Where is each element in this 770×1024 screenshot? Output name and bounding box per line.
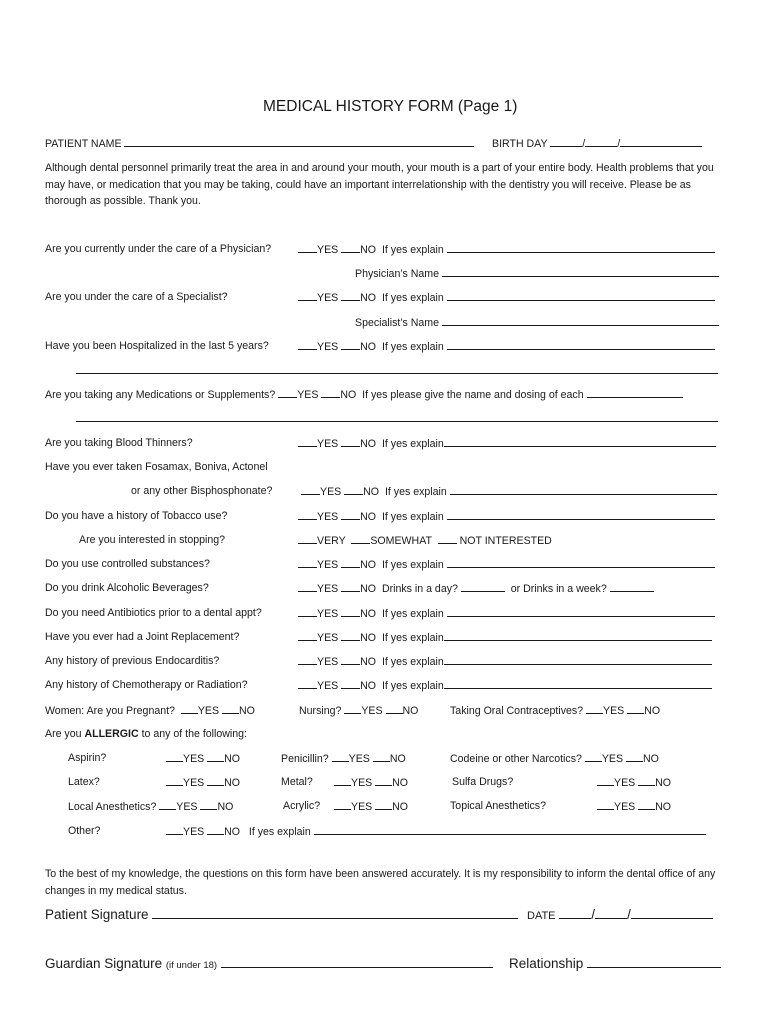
- label-text: If yes please give the name and dosing of each: [362, 389, 584, 401]
- question-pregnant: Women: Are you Pregnant?: [45, 705, 175, 717]
- answer-blank[interactable]: [76, 411, 718, 422]
- allergy-metal: Metal?: [281, 776, 313, 788]
- question-endocarditis: Any history of previous Endocarditis?: [45, 655, 220, 667]
- label-text: YES: [197, 705, 220, 717]
- birth-year-field[interactable]: [620, 136, 702, 147]
- answer-blank[interactable]: [341, 654, 360, 665]
- patient-signature-row: [45, 905, 518, 924]
- drinks-week-field[interactable]: [610, 581, 654, 592]
- label-text: If yes explain: [381, 559, 444, 571]
- label-text: Physician’s Name: [355, 268, 439, 280]
- question-bisphosphonate: or any other Bisphosphonate?: [131, 485, 273, 497]
- birth-month-field[interactable]: [550, 136, 582, 147]
- explain-field[interactable]: [447, 509, 715, 520]
- relationship-label: Relationship: [509, 956, 584, 971]
- answer-blank[interactable]: [638, 775, 655, 786]
- label-text: YES: [351, 777, 373, 789]
- answer-blank[interactable]: [200, 799, 217, 810]
- label-text: YES: [601, 753, 624, 765]
- label-text: NO: [360, 511, 377, 523]
- answer-aspirin: [166, 751, 240, 766]
- label-text: NO: [239, 705, 255, 717]
- date-day-field[interactable]: [595, 905, 627, 919]
- label-text: NO: [360, 341, 377, 353]
- allergy-sulfa: Sulfa Drugs?: [452, 776, 514, 788]
- explain-field[interactable]: [447, 242, 715, 253]
- label-text: /: [591, 907, 596, 922]
- label-text: YES: [317, 608, 339, 620]
- date-label: DATE: [527, 910, 556, 922]
- relationship-row: [509, 954, 721, 973]
- allergy-local-anesthetics-row: [68, 799, 233, 814]
- specialist-name-row: [355, 315, 719, 330]
- label-text: NO: [392, 801, 409, 813]
- intro-paragraph: Although dental personnel primarily treat the area in and around your mouth, your mouth is a part of your entire body. Health problems that you may have, or medication that you may be taking, could have an important interrelationship with the dentistry you will receive. Please be as thorough as possible. Thank you.: [45, 162, 714, 207]
- answer-endocarditis: [298, 654, 712, 669]
- label-text: YES: [317, 632, 339, 644]
- label-text: YES: [317, 680, 339, 692]
- answer-blank[interactable]: [334, 775, 351, 786]
- answer-blank[interactable]: [341, 630, 360, 641]
- answer-stopping: [298, 533, 552, 548]
- allergy-codeine-row: [450, 751, 659, 766]
- birth-day-field[interactable]: [585, 136, 617, 147]
- label-text: YES: [614, 777, 636, 789]
- explain-field[interactable]: [447, 339, 715, 350]
- question-antibiotics: Do you need Antibiotics prior to a dental appt?: [45, 607, 262, 619]
- answer-blank[interactable]: [207, 751, 224, 762]
- label-text: If yes explain: [381, 244, 444, 256]
- explain-field[interactable]: [447, 557, 715, 568]
- guardian-signature-field[interactable]: [221, 954, 493, 968]
- answer-blank[interactable]: [626, 751, 643, 762]
- label-text: NO: [224, 826, 241, 838]
- explain-field[interactable]: [447, 606, 715, 617]
- label-text: NO: [217, 801, 234, 813]
- medications-field[interactable]: [587, 387, 683, 398]
- specialist-name-field[interactable]: [442, 315, 719, 326]
- label-text: NO: [360, 559, 377, 571]
- hospitalized-line-2: [76, 363, 718, 378]
- answer-blank[interactable]: [222, 703, 239, 714]
- label-text: YES: [317, 583, 339, 595]
- answer-controlled: [298, 557, 715, 572]
- answer-blank[interactable]: [332, 751, 349, 762]
- if-under-18-note: (if under 18): [165, 960, 218, 971]
- label-text: or Drinks in a week?: [510, 583, 607, 595]
- patient-name-label: PATIENT NAME: [45, 138, 122, 150]
- allergy-aspirin: Aspirin?: [68, 752, 107, 764]
- answer-chemo: [298, 678, 712, 693]
- answer-blank[interactable]: [351, 533, 370, 544]
- label-text: Drinks in a day?: [381, 583, 458, 595]
- label-text: NO: [392, 777, 409, 789]
- question-nursing: Nursing?: [299, 705, 342, 717]
- answer-joint: [298, 630, 712, 645]
- label-text: YES: [317, 511, 339, 523]
- answer-blank[interactable]: [298, 678, 317, 689]
- answer-blank[interactable]: [341, 339, 360, 350]
- question-controlled: Do you use controlled substances?: [45, 558, 210, 570]
- label-text: YES: [351, 801, 373, 813]
- label-text: YES: [320, 486, 342, 498]
- allergy-acrylic: Acrylic?: [283, 800, 321, 812]
- answer-blank[interactable]: [341, 290, 360, 301]
- answer-blank[interactable]: [438, 533, 457, 544]
- label-text: YES: [317, 559, 339, 571]
- answer-blank[interactable]: [166, 775, 183, 786]
- answer-blank[interactable]: [597, 775, 614, 786]
- answer-blank[interactable]: [166, 824, 183, 835]
- label-text: YES: [317, 244, 339, 256]
- label-text: NO: [340, 389, 357, 401]
- answer-blank[interactable]: [301, 484, 320, 495]
- answer-physician: [298, 242, 715, 257]
- question-physician: Are you currently under the care of a Physician?: [45, 243, 272, 255]
- contraceptives-row: [450, 703, 660, 718]
- label-text: /: [627, 907, 631, 922]
- answer-blank[interactable]: [344, 703, 361, 714]
- label-text: NO: [643, 753, 659, 765]
- allergy-codeine: Codeine or other Narcotics?: [450, 753, 582, 765]
- label-text: NO: [360, 656, 377, 668]
- label-text: SOMEWHAT: [370, 535, 432, 547]
- allergy-penicillin: Penicillin?: [281, 753, 329, 765]
- answer-blood-thinners: [298, 436, 716, 451]
- question-specialist: Are you under the care of a Specialist?: [45, 291, 228, 303]
- closing-statement: To the best of my knowledge, the questions on this form have been answered accurately. It is my responsibility to inform the dental office of any changes in my medical status.: [45, 868, 716, 897]
- label-text: YES: [348, 753, 370, 765]
- label-text: If yes explain: [381, 680, 444, 692]
- allergic-heading: [45, 727, 247, 741]
- date-row: [527, 905, 713, 925]
- answer-blank[interactable]: [585, 751, 602, 762]
- guardian-signature-label: Guardian Signature: [45, 956, 163, 971]
- label-text: NO: [389, 753, 406, 765]
- answer-bisphosphonate: [301, 484, 717, 499]
- label-text: YES: [317, 656, 339, 668]
- label-text: If yes explain: [381, 632, 444, 644]
- page-title: MEDICAL HISTORY FORM (Page 1): [263, 98, 518, 115]
- answer-blank[interactable]: [373, 751, 390, 762]
- answer-blank[interactable]: [298, 557, 317, 568]
- answer-other: [166, 824, 706, 839]
- question-alcohol: Do you drink Alcoholic Beverages?: [45, 582, 209, 594]
- label-text: YES: [614, 801, 636, 813]
- question-medications: Are you taking any Medications or Supplements?: [45, 389, 276, 401]
- answer-blank[interactable]: [159, 799, 176, 810]
- label-text: NO: [224, 777, 241, 789]
- label-text: YES: [183, 826, 205, 838]
- label-text: NO: [360, 244, 377, 256]
- label-text: NO: [644, 705, 661, 717]
- answer-blank[interactable]: [586, 703, 603, 714]
- question-tobacco: Do you have a history of Tobacco use?: [45, 510, 228, 522]
- other-explain-field[interactable]: [314, 824, 706, 835]
- question-fosamax: Have you ever taken Fosamax, Boniva, Actonel: [45, 461, 268, 473]
- question-contraceptives: Taking Oral Contraceptives?: [450, 705, 584, 717]
- answer-blank[interactable]: [386, 703, 403, 714]
- label-text: YES: [317, 438, 339, 450]
- answer-blank[interactable]: [166, 751, 183, 762]
- label-text: YES: [176, 801, 198, 813]
- pregnant-row: [45, 703, 255, 718]
- answer-topical-anesthetics: [597, 799, 671, 814]
- allergy-other: Other?: [68, 825, 101, 837]
- answer-blank[interactable]: [298, 290, 317, 301]
- medications-line-2: [76, 411, 718, 426]
- answer-blank[interactable]: [341, 678, 360, 689]
- patient-signature-label: Patient Signature: [45, 907, 149, 922]
- physician-name-field[interactable]: [442, 266, 719, 277]
- answer-blank[interactable]: [341, 581, 360, 592]
- answer-blank[interactable]: [638, 799, 655, 810]
- question-joint: Have you ever had a Joint Replacement?: [45, 631, 240, 643]
- answer-blank[interactable]: [181, 703, 198, 714]
- answer-blank[interactable]: [298, 654, 317, 665]
- allergy-latex: Latex?: [68, 776, 100, 788]
- answer-blank[interactable]: [298, 339, 317, 350]
- answer-hospitalized: [298, 339, 715, 354]
- birth-day-label: BIRTH DAY: [492, 138, 548, 150]
- label-text: NOT INTERESTED: [459, 535, 552, 547]
- label-text: NO: [224, 753, 241, 765]
- answer-blank[interactable]: [375, 775, 392, 786]
- allergy-penicillin-row: [281, 751, 406, 766]
- label-text: NO: [655, 777, 672, 789]
- patient-name-field[interactable]: [124, 136, 474, 147]
- patient-signature-field[interactable]: [152, 905, 518, 919]
- answer-blank[interactable]: [207, 775, 224, 786]
- yes-blank[interactable]: [298, 242, 317, 253]
- guardian-signature-row: [45, 954, 493, 975]
- explain-field[interactable]: [444, 436, 716, 447]
- answer-blank[interactable]: [298, 630, 317, 641]
- answer-specialist: [298, 290, 715, 305]
- relationship-field[interactable]: [587, 954, 721, 968]
- label-text: NO: [655, 801, 672, 813]
- label-text: YES: [183, 753, 205, 765]
- label-text: YES: [361, 705, 383, 717]
- label-text: NO: [360, 608, 377, 620]
- answer-blank[interactable]: [298, 509, 317, 520]
- answer-blank[interactable]: [375, 799, 392, 810]
- label-text: If yes explain: [381, 656, 444, 668]
- answer-blank[interactable]: [298, 533, 317, 544]
- answer-antibiotics: [298, 606, 715, 621]
- answer-blank[interactable]: [341, 557, 360, 568]
- answer-tobacco: [298, 509, 715, 524]
- question-chemo: Any history of Chemotherapy or Radiation?: [45, 679, 248, 691]
- answer-blank[interactable]: [597, 799, 614, 810]
- label-text: YES: [603, 705, 625, 717]
- label-text: If yes explain: [381, 438, 444, 450]
- label-text: to any of the following:: [141, 728, 247, 740]
- label-text: If yes explain: [248, 826, 311, 838]
- label-text: NO: [360, 583, 377, 595]
- allergy-local-anesthetics: Local Anesthetics?: [68, 801, 157, 813]
- question-stopping: Are you interested in stopping?: [79, 534, 226, 546]
- label-text: Are you: [45, 728, 82, 740]
- answer-alcohol: [298, 581, 654, 596]
- label-text: ALLERGIC: [84, 728, 139, 740]
- drinks-day-field[interactable]: [461, 581, 505, 592]
- label-text: If yes explain: [381, 292, 444, 304]
- answer-blank[interactable]: [627, 703, 644, 714]
- answer-blank[interactable]: [321, 387, 340, 398]
- no-blank[interactable]: [341, 242, 360, 253]
- label-text: YES: [317, 341, 339, 353]
- label-text: YES: [317, 292, 339, 304]
- explain-field[interactable]: [444, 630, 712, 641]
- answer-blank[interactable]: [76, 363, 718, 374]
- label-text: VERY: [317, 535, 346, 547]
- answer-blank[interactable]: [341, 509, 360, 520]
- answer-blank[interactable]: [344, 484, 363, 495]
- question-blood-thinners: Are you taking Blood Thinners?: [45, 437, 193, 449]
- answer-blank[interactable]: [341, 436, 360, 447]
- answer-blank[interactable]: [334, 799, 351, 810]
- label-text: Specialist’s Name: [355, 317, 439, 329]
- date-year-field[interactable]: [631, 905, 713, 919]
- nursing-row: [299, 703, 418, 718]
- label-text: NO: [360, 292, 377, 304]
- explain-field[interactable]: [450, 484, 717, 495]
- label-text: NO: [402, 705, 419, 717]
- label-text: If yes explain: [381, 608, 444, 620]
- medications-row: [45, 387, 683, 402]
- physician-name-row: [355, 266, 719, 281]
- label-text: NO: [360, 438, 377, 450]
- label-text: If yes explain: [381, 341, 444, 353]
- answer-blank[interactable]: [298, 581, 317, 592]
- patient-name-row: [45, 136, 474, 151]
- answer-sulfa: [597, 775, 671, 790]
- answer-blank[interactable]: [278, 387, 297, 398]
- question-hospitalized: Have you been Hospitalized in the last 5 years?: [45, 340, 269, 352]
- answer-blank[interactable]: [298, 606, 317, 617]
- label-text: /: [582, 138, 586, 150]
- explain-field[interactable]: [447, 290, 715, 301]
- label-text: NO: [360, 632, 377, 644]
- allergy-topical-anesthetics: Topical Anesthetics?: [450, 800, 546, 812]
- birth-day-row: [492, 136, 702, 151]
- label-text: /: [617, 138, 621, 150]
- label-text: NO: [360, 680, 377, 692]
- label-text: If yes explain: [384, 486, 447, 498]
- answer-blank[interactable]: [298, 436, 317, 447]
- answer-metal: [334, 775, 408, 790]
- label-text: If yes explain: [381, 511, 444, 523]
- answer-latex: [166, 775, 240, 790]
- explain-field[interactable]: [444, 654, 712, 665]
- label-text: YES: [183, 777, 205, 789]
- label-text: NO: [363, 486, 380, 498]
- label-text: YES: [297, 389, 319, 401]
- answer-blank[interactable]: [207, 824, 224, 835]
- answer-acrylic: [334, 799, 408, 814]
- explain-field[interactable]: [444, 678, 712, 689]
- answer-blank[interactable]: [341, 606, 360, 617]
- date-month-field[interactable]: [559, 905, 591, 919]
